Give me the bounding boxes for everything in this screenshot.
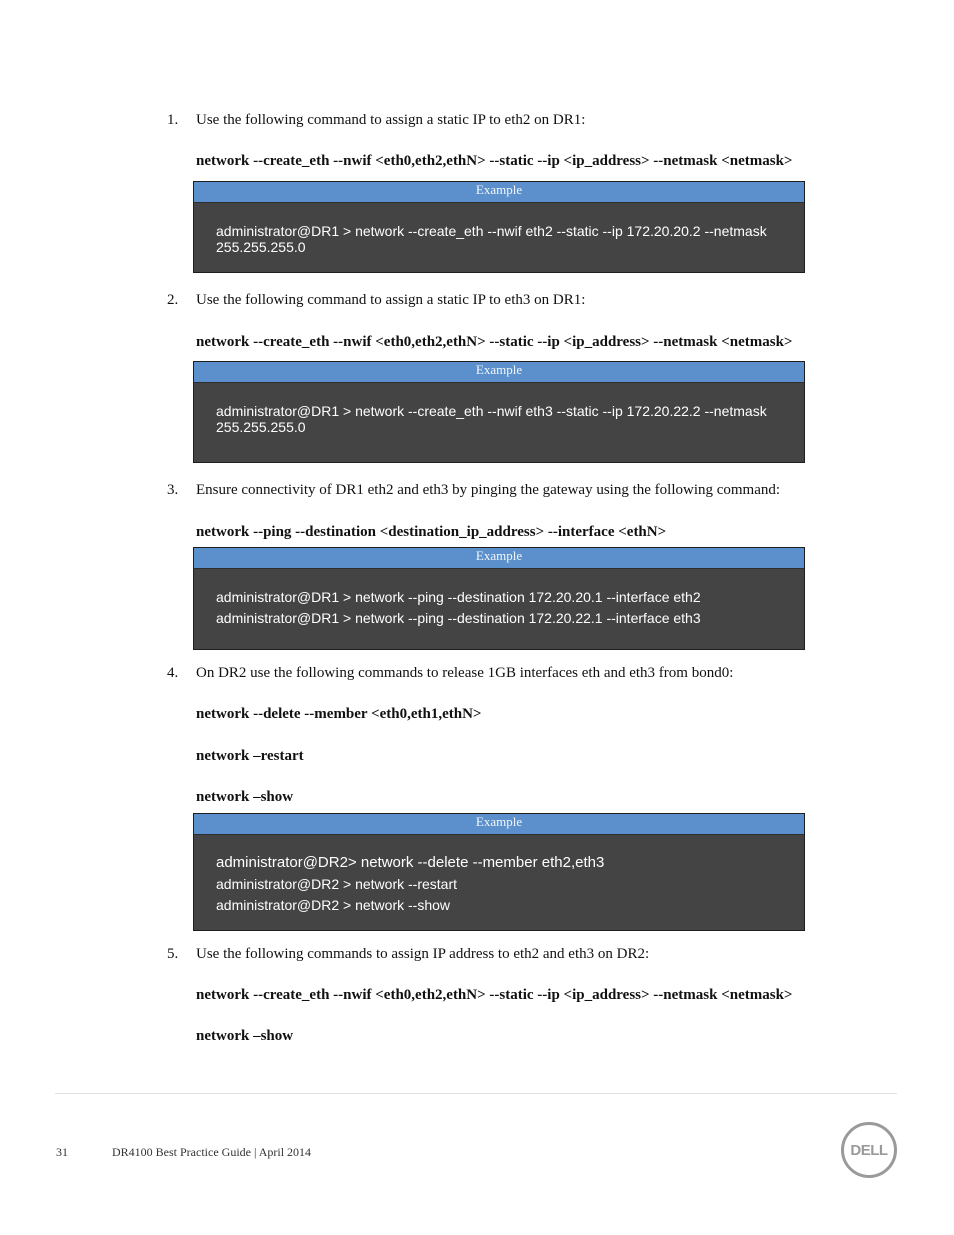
command-syntax: network --ping --destination <destination_ip_address> --interface <ethN> — [196, 524, 667, 540]
example-header: Example — [194, 362, 804, 383]
example-line: administrator@DR2 > network --show — [216, 897, 451, 913]
step-number: 3. — [167, 482, 179, 498]
footer-divider — [55, 1093, 897, 1094]
step-text: Use the following command to assign a static IP to eth3 on DR1: — [196, 292, 586, 308]
example-line: administrator@DR1 > network --create_eth --nwif eth3 --static --ip 172.20.22.2 --netmask — [216, 403, 767, 419]
command-syntax: network –show — [196, 789, 294, 805]
step-text: Ensure connectivity of DR1 eth2 and eth3 by pinging the gateway using the following command: — [196, 482, 781, 498]
example-header: Example — [194, 182, 804, 203]
example-content — [194, 203, 804, 255]
command-syntax: network –show — [196, 1028, 294, 1044]
footer-title: DR4100 Best Practice Guide | April 2014 — [112, 1145, 312, 1159]
logo-text: DELL — [850, 1142, 888, 1159]
example-line: administrator@DR1 > network --create_eth --nwif eth2 --static --ip 172.20.20.2 --netmask — [216, 223, 767, 239]
example-content — [194, 383, 804, 435]
step-number: 2. — [167, 292, 179, 308]
step-number: 5. — [167, 946, 179, 962]
dell-logo-icon — [840, 1121, 898, 1179]
example-box — [193, 813, 805, 931]
example-line: administrator@DR1 > network --ping --destination 172.20.22.1 --interface eth3 — [216, 610, 701, 626]
example-header: Example — [194, 814, 804, 835]
page-number: 31 — [56, 1145, 68, 1159]
step-number: 1. — [167, 112, 179, 128]
step-text: On DR2 use the following commands to release 1GB interfaces eth and eth3 from bond0: — [196, 665, 734, 681]
example-box — [193, 181, 805, 273]
example-line: 255.255.255.0 — [216, 419, 306, 435]
command-syntax: network --create_eth --nwif <eth0,eth2,ethN> --static --ip <ip_address> --netmask <netmask> — [196, 334, 793, 350]
example-box — [193, 361, 805, 463]
example-content — [194, 569, 804, 626]
step-text: Use the following commands to assign IP address to eth2 and eth3 on DR2: — [196, 946, 650, 962]
example-content — [194, 835, 804, 913]
example-line: administrator@DR2 > network --restart — [216, 876, 458, 892]
example-box — [193, 547, 805, 650]
command-syntax: network --create_eth --nwif <eth0,eth2,ethN> --static --ip <ip_address> --netmask <netmask> — [196, 987, 793, 1003]
example-line: administrator@DR1 > network --ping --destination 172.20.20.1 --interface eth2 — [216, 589, 701, 605]
example-header: Example — [194, 548, 804, 569]
example-line: administrator@DR2> network --delete --member eth2,eth3 — [216, 854, 605, 871]
step-text: Use the following command to assign a static IP to eth2 on DR1: — [196, 112, 586, 128]
command-syntax: network –restart — [196, 748, 304, 764]
step-number: 4. — [167, 665, 179, 681]
example-line: 255.255.255.0 — [216, 239, 306, 255]
command-syntax: network --create_eth --nwif <eth0,eth2,ethN> --static --ip <ip_address> --netmask <netmask> — [196, 153, 793, 169]
command-syntax: network --delete --member <eth0,eth1,ethN> — [196, 706, 482, 722]
